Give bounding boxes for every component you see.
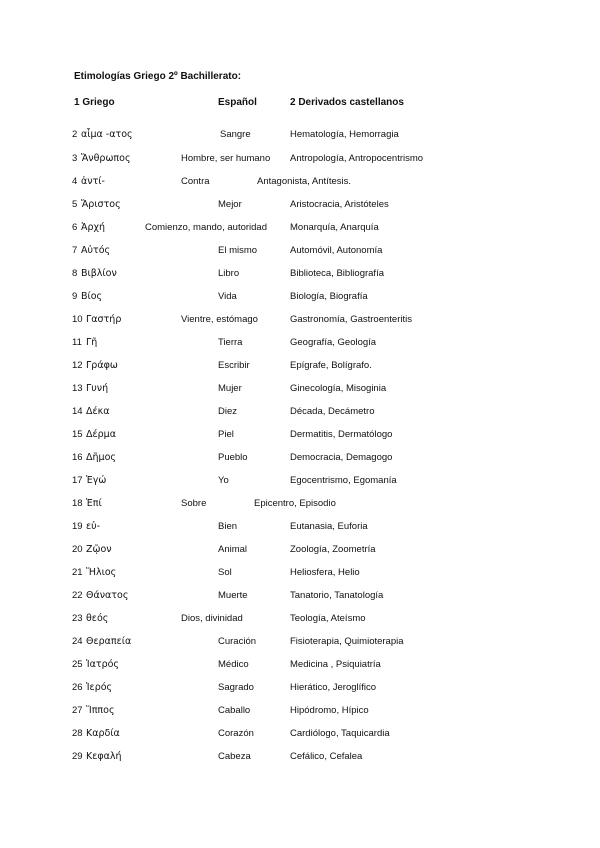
table-row: [0, 245, 600, 261]
table-row: [0, 429, 600, 445]
derived-words: Antropología, Antropocentrismo: [290, 153, 424, 164]
row-number: 21: [72, 567, 83, 578]
greek-word: Ἱερός: [86, 682, 113, 693]
row-number: 18: [72, 498, 83, 509]
spanish-meaning: Mejor: [218, 199, 242, 210]
header-spanish: Español: [218, 97, 257, 108]
header-greek: 1 Griego: [74, 97, 115, 108]
spanish-meaning: El mismo: [218, 245, 258, 256]
spanish-meaning: Dios, divinidad: [181, 613, 243, 624]
table-row: [0, 705, 600, 721]
spanish-meaning: Caballo: [218, 705, 251, 716]
row-number: 29: [72, 751, 83, 762]
spanish-meaning: Curación: [218, 636, 257, 647]
table-row: [0, 222, 600, 238]
spanish-meaning: Contra: [181, 176, 210, 187]
greek-word: Βίος: [81, 291, 103, 302]
derived-words: Biblioteca, Bibliografía: [290, 268, 384, 279]
row-number: 27: [72, 705, 83, 716]
spanish-meaning: Sol: [218, 567, 232, 578]
table-row: [0, 659, 600, 675]
greek-word: Ἰατρός: [86, 659, 120, 670]
spanish-meaning: Libro: [218, 268, 240, 279]
table-row: [0, 176, 600, 192]
spanish-meaning: Sangre: [220, 129, 251, 140]
document-title: Etimologías Griego 2º Bachillerato:: [74, 71, 242, 82]
table-row: [0, 291, 600, 307]
greek-word: Γαστήρ: [86, 314, 122, 325]
row-number: 10: [72, 314, 83, 325]
greek-word: Ἵππος: [86, 705, 115, 716]
row-number: 25: [72, 659, 83, 670]
table-row: [0, 475, 600, 491]
table-row: [0, 383, 600, 399]
row-number: 4: [72, 176, 78, 187]
table-row: [0, 360, 600, 376]
derived-words: Cardiólogo, Taquicardia: [290, 728, 390, 739]
row-number: 28: [72, 728, 83, 739]
greek-word: Καρδία: [86, 728, 120, 739]
spanish-meaning: Muerte: [218, 590, 248, 601]
table-row: [0, 268, 600, 284]
header-derived: 2 Derivados castellanos: [290, 97, 404, 108]
greek-word: Ἄριστος: [81, 199, 121, 210]
table-row: [0, 613, 600, 629]
row-number: 17: [72, 475, 83, 486]
table-row: [0, 153, 600, 169]
greek-word: Γράφω: [86, 360, 118, 371]
row-number: 24: [72, 636, 83, 647]
spanish-meaning: Sagrado: [218, 682, 254, 693]
table-row: [0, 636, 600, 652]
greek-word: Γῆ: [86, 337, 98, 348]
greek-word: Δέκα: [86, 406, 110, 417]
greek-word: Δέρμα: [86, 429, 116, 440]
greek-word: εὐ-: [86, 521, 101, 532]
derived-words: Dermatitis, Dermatólogo: [290, 429, 393, 440]
derived-words: Antagonista, Antítesis.: [257, 176, 352, 187]
greek-word: Κεφαλή: [86, 751, 122, 762]
spanish-meaning: Comienzo, mando, autoridad: [145, 222, 267, 233]
spanish-meaning: Yo: [218, 475, 229, 486]
table-row: [0, 728, 600, 744]
greek-word: Θεραπεία: [86, 636, 132, 647]
derived-words: Teología, Ateísmo: [290, 613, 366, 624]
derived-words: Geografía, Geología: [290, 337, 377, 348]
derived-words: Fisioterapia, Quimioterapia: [290, 636, 404, 647]
row-number: 23: [72, 613, 83, 624]
spanish-meaning: Sobre: [181, 498, 207, 509]
derived-words: Democracia, Demagogo: [290, 452, 393, 463]
greek-word: Ἐπί: [86, 498, 102, 509]
row-number: 19: [72, 521, 83, 532]
greek-word: Γυνή: [86, 383, 109, 394]
derived-words: Hipódromo, Hípico: [290, 705, 369, 716]
derived-words: Ginecología, Misoginia: [290, 383, 387, 394]
derived-words: Década, Decámetro: [290, 406, 375, 417]
spanish-meaning: Hombre, ser humano: [181, 153, 271, 164]
derived-words: Hierático, Jeroglífico: [290, 682, 377, 693]
row-number: 7: [72, 245, 78, 256]
table-row: [0, 199, 600, 215]
derived-words: Hematología, Hemorragia: [290, 129, 399, 140]
greek-word: Αὐτός: [81, 245, 111, 256]
spanish-meaning: Piel: [218, 429, 234, 440]
table-row: [0, 406, 600, 422]
row-number: 20: [72, 544, 83, 555]
table-row: [0, 498, 600, 514]
table-row: [0, 567, 600, 583]
row-number: 3: [72, 153, 78, 164]
table-row: [0, 590, 600, 606]
greek-word: ἀντί-: [81, 176, 105, 187]
spanish-meaning: Diez: [218, 406, 238, 417]
greek-word: Ἐγώ: [86, 475, 107, 486]
spanish-meaning: Tierra: [218, 337, 243, 348]
row-number: 8: [72, 268, 78, 279]
row-number: 12: [72, 360, 83, 371]
row-number: 13: [72, 383, 83, 394]
table-row: [0, 314, 600, 330]
greek-word: αἷμα -ατος: [81, 129, 133, 140]
spanish-meaning: Médico: [218, 659, 249, 670]
table-row: [0, 337, 600, 353]
spanish-meaning: Corazón: [218, 728, 254, 739]
greek-word: Ἥλιος: [86, 567, 117, 578]
greek-word: Βιβλίον: [81, 268, 117, 279]
derived-words: Aristocracia, Aristóteles: [290, 199, 389, 210]
spanish-meaning: Bien: [218, 521, 238, 532]
spanish-meaning: Vientre, estómago: [181, 314, 258, 325]
derived-words: Cefálico, Cefalea: [290, 751, 363, 762]
derived-words: Egocentrismo, Egomanía: [290, 475, 397, 486]
table-row: [0, 521, 600, 537]
row-number: 22: [72, 590, 83, 601]
row-number: 15: [72, 429, 83, 440]
derived-words: Epígrafe, Bolígrafo.: [290, 360, 372, 371]
greek-word: Θάνατος: [86, 590, 129, 601]
table-row: [0, 129, 600, 145]
derived-words: Epicentro, Episodio: [254, 498, 336, 509]
row-number: 11: [72, 337, 82, 348]
derived-words: Automóvil, Autonomía: [290, 245, 383, 256]
derived-words: Monarquía, Anarquía: [290, 222, 379, 233]
spanish-meaning: Mujer: [218, 383, 242, 394]
spanish-meaning: Pueblo: [218, 452, 248, 463]
table-row: [0, 452, 600, 468]
derived-words: Heliosfera, Helio: [290, 567, 360, 578]
greek-word: Ἄνθρωπος: [81, 153, 131, 164]
spanish-meaning: Vida: [218, 291, 237, 302]
derived-words: Medicina , Psiquiatría: [290, 659, 381, 670]
derived-words: Eutanasia, Euforia: [290, 521, 368, 532]
greek-word: Ἀρχή: [81, 222, 106, 233]
derived-words: Biología, Biografía: [290, 291, 368, 302]
row-number: 9: [72, 291, 78, 302]
table-row: [0, 544, 600, 560]
greek-word: Ζῷον: [86, 544, 112, 555]
row-number: 5: [72, 199, 78, 210]
greek-word: θεός: [86, 613, 109, 624]
spanish-meaning: Cabeza: [218, 751, 251, 762]
greek-word: Δῆμος: [86, 452, 116, 463]
derived-words: Tanatorio, Tanatología: [290, 590, 384, 601]
row-number: 16: [72, 452, 83, 463]
table-row: [0, 682, 600, 698]
row-number: 2: [72, 129, 78, 140]
spanish-meaning: Escribir: [218, 360, 250, 371]
row-number: 14: [72, 406, 83, 417]
spanish-meaning: Animal: [218, 544, 248, 555]
table-row: [0, 751, 600, 767]
derived-words: Zoología, Zoometría: [290, 544, 376, 555]
row-number: 26: [72, 682, 83, 693]
derived-words: Gastronomía, Gastroenteritis: [290, 314, 412, 325]
row-number: 6: [72, 222, 78, 233]
